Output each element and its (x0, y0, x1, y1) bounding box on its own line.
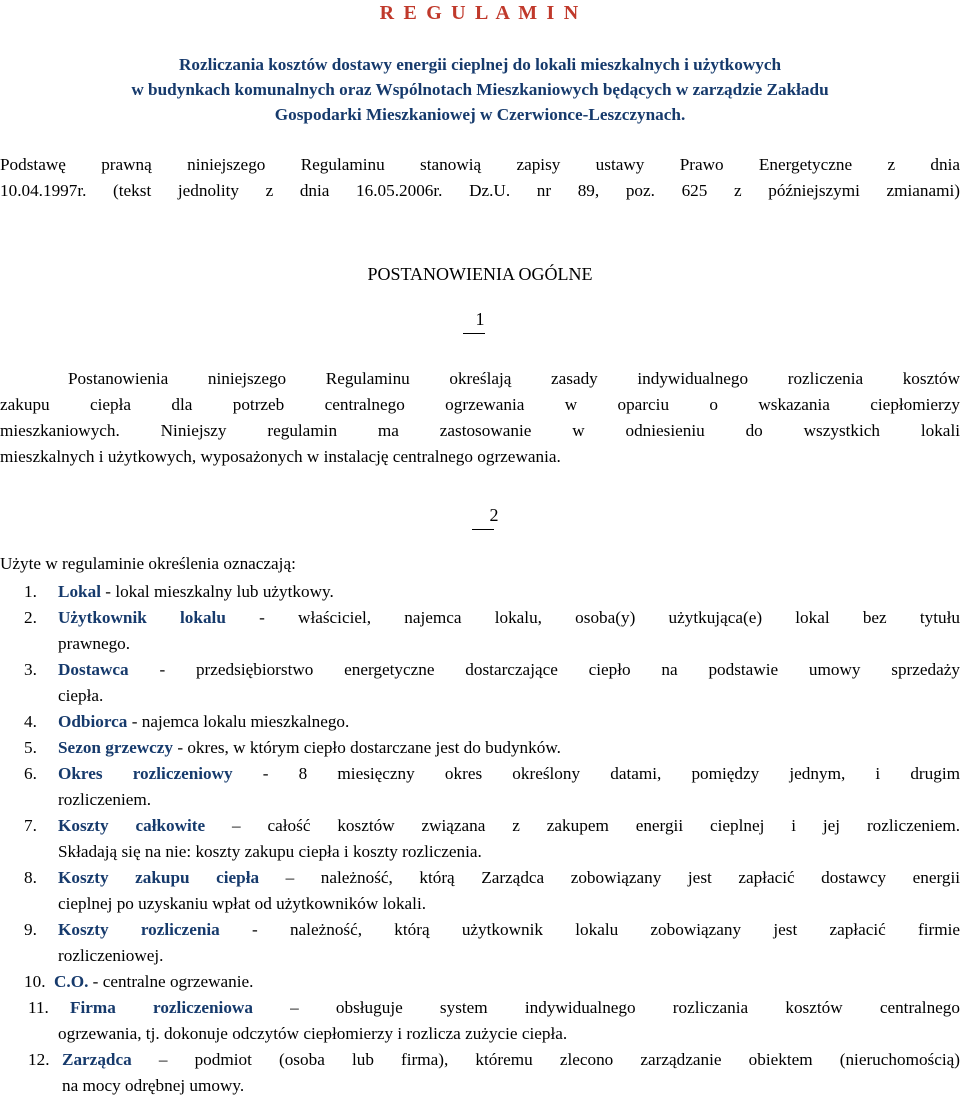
definition-item (24, 605, 960, 657)
definition-item (24, 579, 960, 605)
definition-item (24, 917, 960, 969)
definition-term: Użytkownik lokalu (58, 608, 226, 627)
definition-item (24, 865, 960, 917)
definition-text: – podmiot (osoba lub firma), któremu zlecono zarządzanie obiektem (nieruchomością) (131, 1050, 960, 1069)
definition-term: Okres rozliczeniowy (58, 764, 233, 783)
definition-number: 1. (24, 582, 37, 601)
paragraph-sign-2 (476, 503, 512, 529)
paragraph-number: 2 (489, 505, 499, 525)
definition-number: 8. (24, 868, 37, 887)
legal-basis-line: Podstawę prawną niniejszego Regulaminu stanowią zapisy ustawy Prawo Energetyczne z dnia (0, 155, 960, 174)
subtitle-line: Rozliczania kosztów dostawy energii cieplnej do lokali mieszkalnych i użytkowych (178, 55, 782, 74)
definition-number: 10. (24, 972, 46, 991)
document-title: R E G U L A M I N (379, 2, 581, 24)
definition-term: Firma rozliczeniowa (70, 998, 253, 1017)
definition-text: – całość kosztów związana z zakupem energii cieplnej i jej rozliczeniem. (205, 816, 960, 835)
paragraph-underline (463, 333, 485, 334)
definition-term: Odbiorca (58, 712, 128, 731)
definition-item (24, 1047, 960, 1099)
definition-number: 9. (24, 920, 37, 939)
definition-text: - właściciel, najemca lokalu, osoba(y) użytkująca(e) lokal bez tytułu (225, 608, 960, 627)
definition-text: rozliczeniowej. (58, 946, 164, 965)
definition-text: ogrzewania, tj. dokonuje odczytów ciepłomierzy i rozlicza zużycie ciepła. (58, 1024, 568, 1043)
general-provisions-paragraph (0, 366, 960, 470)
legal-basis-line: 10.04.1997r. (tekst jednolity z dnia 16.05.2006r. Dz.U. nr 89, poz. 625 z późniejszymi zmianami) (0, 181, 960, 200)
definition-text: rozliczeniem. (58, 790, 152, 809)
definition-term: Koszty zakupu ciepła (58, 868, 260, 887)
paragraph-number: 1 (475, 309, 485, 329)
definition-number: 12. (28, 1050, 50, 1069)
definition-term: Zarządca (62, 1050, 132, 1069)
definition-term: Dostawca (58, 660, 129, 679)
definition-number: 7. (24, 816, 37, 835)
definition-number: 4. (24, 712, 37, 731)
provision-line: mieszkaniowych. Niniejszy regulamin ma zastosowanie w odniesieniu do wszystkich lokali (0, 421, 960, 440)
definition-term: Koszty rozliczenia (58, 920, 220, 939)
subtitle-line: Gospodarki Mieszkaniowej w Czerwionce-Leszczynach. (274, 105, 686, 124)
document-subtitle (30, 52, 930, 127)
paragraph-sign-1 (462, 307, 498, 333)
provision-line: zakupu ciepła dla potrzeb centralnego ogrzewania w oparciu o wskazania ciepłomierzy (0, 395, 960, 414)
definition-item (24, 735, 960, 761)
definition-item (24, 761, 960, 813)
definition-text: - centralne ogrzewanie. (88, 972, 254, 991)
definition-text: - najemca lokalu mieszkalnego. (127, 712, 350, 731)
definition-number: 11. (28, 998, 49, 1017)
definition-item (24, 813, 960, 865)
definition-text: prawnego. (58, 634, 131, 653)
definition-text: cieplnej po uzyskaniu wpłat od użytkowników lokali. (58, 894, 427, 913)
definition-text: - okres, w którym ciepło dostarczane jest do budynków. (173, 738, 561, 757)
definition-text: – obsługuje system indywidualnego rozliczania kosztów centralnego (252, 998, 960, 1017)
definition-text: Składają się na nie: koszty zakupu ciepła i koszty rozliczenia. (58, 842, 482, 861)
definition-number: 5. (24, 738, 37, 757)
definitions-intro: Użyte w regulaminie określenia oznaczają: (0, 554, 296, 573)
subtitle-line: w budynkach komunalnych oraz Wspólnotach Mieszkaniowych będących w zarządzie Zakładu (131, 80, 829, 99)
legal-basis-paragraph (0, 152, 960, 204)
provision-line: mieszkalnych i użytkowych, wyposażonych w instalację centralnego ogrzewania. (0, 447, 561, 466)
definitions-list (24, 579, 960, 1099)
definition-item (24, 969, 960, 995)
definition-term: Lokal (58, 582, 101, 601)
definition-text: - 8 miesięczny okres określony datami, pomiędzy jednym, i drugim (232, 764, 960, 783)
section-heading: POSTANOWIENIA OGÓLNE (367, 264, 593, 284)
definition-number: 3. (24, 660, 37, 679)
definition-term: Koszty całkowite (58, 816, 206, 835)
paragraph-underline (472, 529, 494, 530)
provision-line: Postanowienia niniejszego Regulaminu określają zasady indywidualnego rozliczenia kosztów (68, 369, 960, 388)
definition-item (24, 657, 960, 709)
definition-text: ciepła. (58, 686, 104, 705)
definition-text: - przedsiębiorstwo energetyczne dostarczające ciepło na podstawie umowy sprzedaży (128, 660, 960, 679)
definition-text: - lokal mieszkalny lub użytkowy. (101, 582, 334, 601)
definition-term: Sezon grzewczy (58, 738, 174, 757)
definition-number: 2. (24, 608, 37, 627)
definition-text: na mocy odrębnej umowy. (62, 1076, 245, 1095)
definition-text: - należność, którą użytkownik lokalu zobowiązany jest zapłacić firmie (219, 920, 960, 939)
definition-text: – należność, którą Zarządca zobowiązany jest zapłacić dostawcy energii (259, 868, 960, 887)
definition-item (24, 709, 960, 735)
definition-term: C.O. (54, 972, 89, 991)
definition-item (24, 995, 960, 1047)
definition-number: 6. (24, 764, 37, 783)
